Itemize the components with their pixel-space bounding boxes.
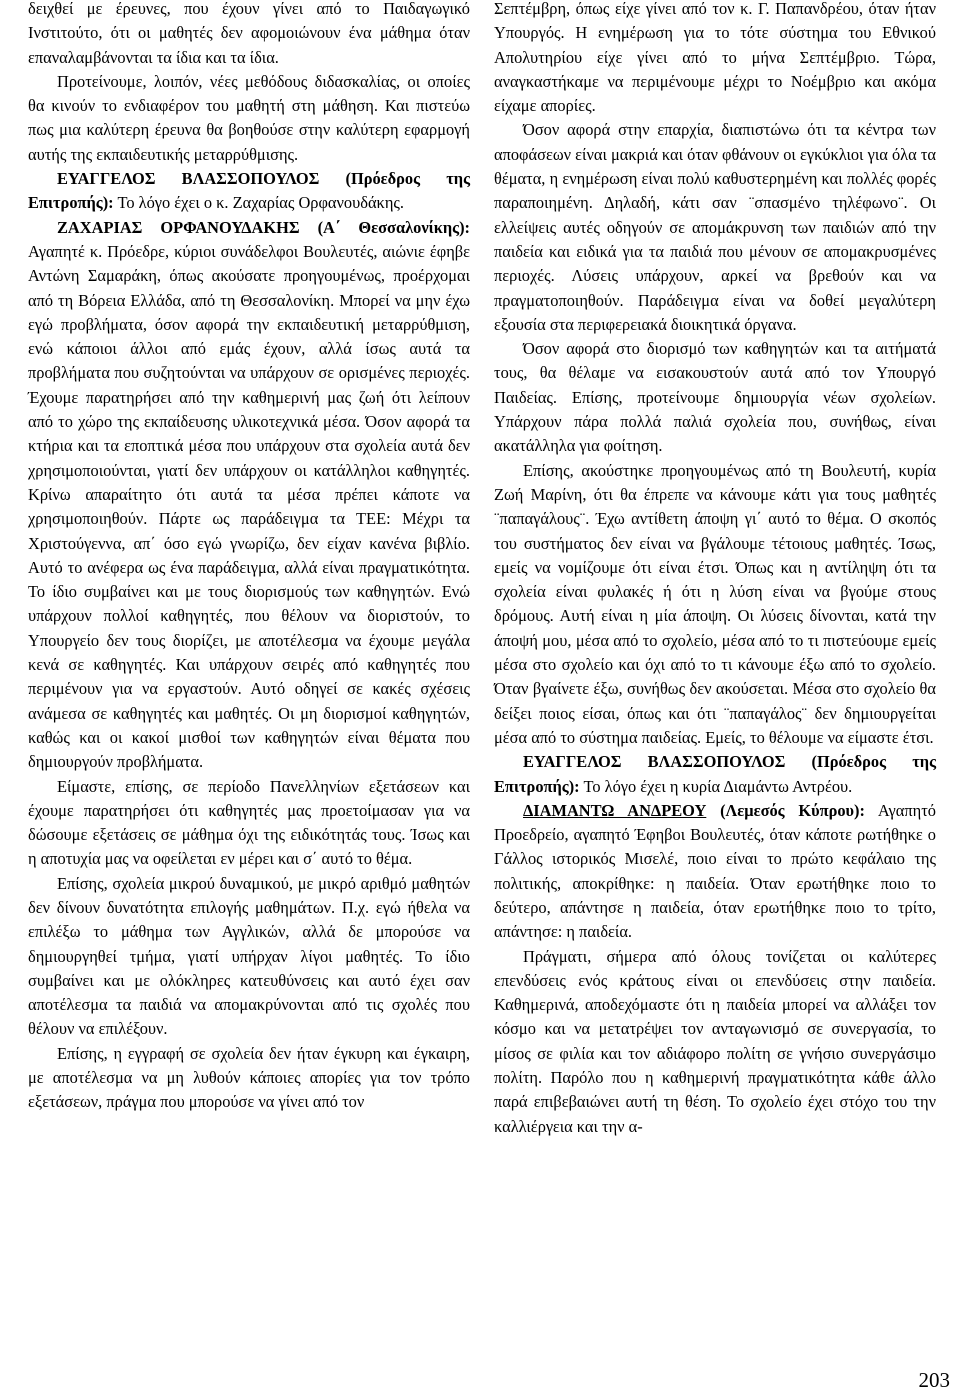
paragraph: Επίσης, ακούστηκε προηγουμένως από τη Βουλευτή, κυρία Ζωή Μαρίνη, ότι θα έπρεπε να κάνουμε κάτι για τους μαθητές ¨παπαγάλους¨. Έχω αντίθετη άποψη γι΄ αυτό το θέμα. Ο σκοπός του συστήματος δεν είναι να βγάλουμε τέτοιους μαθητές. Ίσως, εμείς να νομίζουμε ότι είναι έτσι. Όπως και η αντίληψη ότι τα σχολεία είναι φυλακές ή ότι η λύση είναι να βγούμε στους δρόμους. Αυτή είναι η μία άποψη. Οι λύσεις δίνονται, κατά την άποψή μου, μέσα από το σχολείο, μέσα από το τι πιστεύουμε εμείς μέσα στο σχολείο και όχι από το τι κάνουμε έξω από το σχολείο. Όταν βγαίνετε έξω, συνήθως δεν ακούσεται. Μέσα στο σχολείο θα δείξει ποιος είσαι, όπως και ότι ¨παπαγάλος¨ δεν δημιουργείται μέσα από το σύστημα παιδείας. Εμείς, το θέλουμε να είμαστε έτσι. [494, 460, 936, 747]
speaker-turn [494, 750, 936, 799]
speaker-turn [28, 167, 470, 216]
speech-text: Το λόγο έχει η κυρία Διαμάντω Αντρέου. [579, 776, 853, 796]
page-number: 203 [918, 1368, 950, 1392]
speaker-turn [28, 216, 470, 775]
paragraph: Επίσης, η εγγραφή σε σχολεία δεν ήταν έγκυρη και έγκαιρη, με αποτέλεσμα να μη λυθούν κάποιες απορίες για τον τρόπο εξετάσεων, πράγμα που μπορούσε να γίνει από τον [28, 1043, 470, 1112]
left-column [28, 0, 470, 1139]
speech-text: Το λόγο έχει ο κ. Ζαχαρίας Ορφανουδάκης. [113, 193, 404, 213]
speaker-name: ΖΑΧΑΡΙΑΣ ΟΡΦΑΝΟΥΔΑΚΗΣ (Α΄ Θεσσαλονίκης): [57, 217, 470, 237]
speaker-name: ΔΙΑΜΑΝΤΩ ΑΝΔΡΕΟΥ [523, 800, 707, 820]
paragraph: Όσον αφορά στην επαρχία, διαπιστώνω ότι τα κέντρα των αποφάσεων είναι μακριά και όταν φθάνουν οι εγκύκλιοι για όλα τα θέματα, η ενημέρωση είναι πολύ καθυστερημένη και πολλές φορές παραποιημένη. Δηλαδή, κάτι σαν ¨σπασμένο τηλέφωνο¨. Οι ελλείψεις αυτές οδηγούν σε απομάκρυνση των παιδιών από την παιδεία και ειδικά για τα παιδιά που μένουν σε απομακρυσμένες περιοχές. Λύσεις υπάρχουν, αρκεί να βρεθούν και να πραγματοποιηθούν. Παράδειγμα είναι να δοθεί μεγαλύτερη εξουσία στα περιφερειακά διοικητικά όργανα. [494, 120, 936, 334]
two-column-body [28, 0, 936, 1139]
speaker-name: ΕΥΑΓΓΕΛΟΣ ΒΛΑΣΣΟΠΟΥΛΟΣ (Πρόεδρος της Επιτροπής): [494, 752, 936, 796]
paragraph: Επίσης, σχολεία μικρού δυναμικού, με μικρό αριθμό μαθητών δεν δίνουν δυνατότητα επιλογής μαθημάτων. Π.χ. εγώ ήθελα να επιλέξω το μάθημα των Αγγλικών, αλλά δε μπορούσε να δημιουργηθεί τμήμα, γιατί υπήρχαν λίγοι μαθητές. Το ίδιο συμβαίνει και με ολόκληρες κατευθύνσεις και αυτό έχει σαν αποτέλεσμα τα παιδιά να απομακρύνονται από τις σχολές που θέλουν να επιλέξουν. [28, 873, 470, 1039]
paragraph: Όσον αφορά στο διορισμό των καθηγητών και τα αιτήματά τους, θα θέλαμε να εισακουστούν αυτά από τον Υπουργό Παιδείας. Επίσης, προτείνουμε δημιουργία νέων σχολείων. Υπάρχουν πάρα πολλά παλιά σχολεία που, συνήθως, είναι ακατάλληλα για φοίτηση. [494, 339, 936, 456]
speech-text: Αγαπητό Προεδρείο, αγαπητό Έφηβοι Βουλευτές, όταν κάποτε ρωτήθηκε ο Γάλλος ιστορικός Μισελέ, ποιο είναι το πρώτο κεφάλαιο της πολιτικής, αποκρίθηκε: η παιδεία. Όταν ερωτήθηκε ποιο το δεύτερο, απάντησε η παιδεία, όταν ερωτήθηκε ποιο το τρίτο, απάντησε: η παιδεία. [494, 800, 936, 942]
paragraph: Προτείνουμε, λοιπόν, νέες μεθόδους διδασκαλίας, οι οποίες θα κινούν το ενδιαφέρον του μαθητή στη μάθηση. Και πιστεύω πως μια καλύτερη έρευνα θα βοηθούσε στην καλύτερη εφαρμογή αυτής της εκπαιδευτικής μεταρρύθμισης. [28, 71, 470, 164]
speaker-turn [494, 799, 936, 945]
speech-text: Αγαπητέ κ. Πρόεδρε, κύριοι συνάδελφοι Βουλευτές, αιώνιε έφηβε Αντώνη Σαμαράκη, όπως ακούσατε προηγουμένως, προέρχομαι από τη Βόρεια Ελλάδα, από τη Θεσσαλονίκη. Μπορεί να μην έχω εγώ προβλήματα, όσον αφορά την εκπαιδευτική μεταρρύθμιση, ενώ κάποιοι άλλοι από εμάς έχουν, αλλά ίσως αυτά τα προβλήματα που συζητούνται να υπάρχουν σε ορισμένες περιοχές. Έχουμε παρατηρήσει από την καθημερινή μας ζωή ότι λείπουν από το χώρο της εκπαίδευσης υλικοτεχνικά μέσα. Όσον αφορά τα κτήρια και τα εποπτικά μέσα που υπάρχουν στα σχολεία αυτά δεν χρησιμοποιούνται, γιατί δεν υπάρχουν οι κατάλληλοι καθηγητές. Κρίνω απαραίτητο ότι αυτά τα μέσα πρέπει κάποτε να χρησιμοποιηθούν. Πάρτε ως παράδειγμα τα ΤΕΕ: Μέχρι τα Χριστούγεννα, απ΄ όσο εγώ γνωρίζω, δεν είχαν κανένα βιβλίο. Αυτό το ανέφερα ως ένα παράδειγμα, αλλά είναι πραγματικότητα. Το ίδιο συμβαίνει και με τους διορισμούς των καθηγητών. Ενώ υπάρχουν πολλοί καθηγητές, που θέλουν να διοριστούν, το Υπουργείο δεν τους διορίζει, με αποτέλεσμα να έχουμε μεγάλα κενά σε καθηγητές. Και υπάρχουν σειρές από καθηγητές που περιμένουν για να εργαστούν. Αυτό οδηγεί σε κακές σχέσεις ανάμεσα σε καθηγητές και μαθητές. Οι μη διορισμοί καθηγητών, καθώς και οι κακοί μισθοί των καθηγητών είναι θέματα που δημιουργούν προβλήματα. [28, 241, 470, 772]
paragraph: Σεπτέμβρη, όπως είχε γίνει από τον κ. Γ. Παπανδρέου, όταν ήταν Υπουργός. Η ενημέρωση για το τότε σύστημα του Εθνικού Απολυτηρίου είχε γίνει από το μήνα Σεπτέμβριο. Τώρα, αναγκαστήκαμε να περιμένουμε μέχρι το Νοέμβριο και ακόμα είχαμε απορίες. [494, 0, 936, 116]
paragraph: δειχθεί με έρευνες, που έχουν γίνει από το Παιδαγωγικό Ινστιτούτο, ότι οι μαθητές δεν αφομοιώνουν ένα μάθημα όταν επαναλαμβάνονται τα ίδια και τα ίδια. [28, 0, 470, 67]
speaker-constituency: (Λεμεσός Κύπρου): [706, 800, 865, 820]
right-column [494, 0, 936, 1139]
speaker-name: ΕΥΑΓΓΕΛΟΣ ΒΛΑΣΣΟΠΟΥΛΟΣ (Πρόεδρος της Επιτροπής): [28, 169, 470, 213]
paragraph: Είμαστε, επίσης, σε περίοδο Πανελληνίων εξετάσεων και έχουμε παρατηρήσει ότι καθηγητές μας προετοίμασαν για να δώσουμε εξετάσεις σε μάθημα όχι της ειδικότητάς τους. Ίσως και η αποτυχία μας να οφείλεται εν μέρει και σ΄ αυτό το θέμα. [28, 776, 470, 869]
paragraph: Πράγματι, σήμερα από όλους τονίζεται οι καλύτερες επενδύσεις ενός κράτους είναι οι επενδύσεις στην παιδεία. Καθημερινά, αποδεχόμαστε ότι η παιδεία μπορεί να αλλάξει τον κόσμο και να μετατρέψει τον ανταγωνισμό σε συνεργασία, το μίσος σε φιλία και τον αδιάφορο πολίτη σε γνήσιο συνεργάσιμο πολίτη. Παρόλο που η καθημερινή πραγματικότητα κάθε άλλο παρά επιβεβαιώνει αυτή τη θέση. Το σχολείο έχει στόχο του την καλλιέργεια και την α- [494, 946, 936, 1136]
